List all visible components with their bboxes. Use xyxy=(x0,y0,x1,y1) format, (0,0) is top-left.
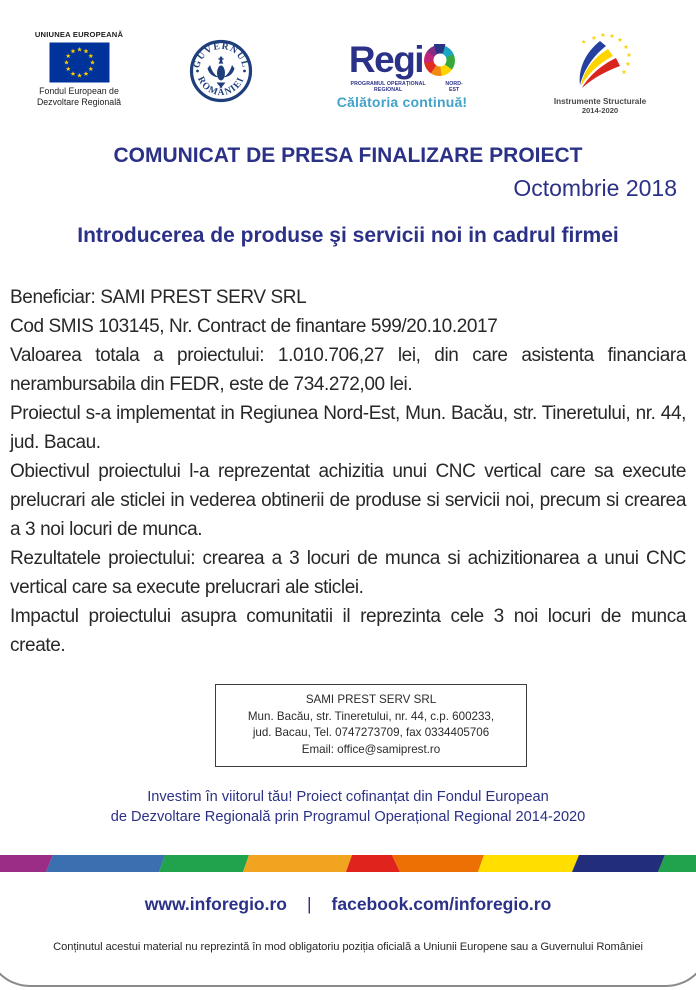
structural-instruments-period: 2014-2020 xyxy=(581,106,619,115)
cofinancing-note-line1: Investim în viitorul tău! Proiect cofinanțat din Fondul European xyxy=(147,789,549,805)
government-seal-text-bottom: ROMÂNIEI xyxy=(195,75,247,99)
structural-instruments-icon xyxy=(554,31,646,91)
cofinancing-note-line2: de Dezvoltare Regională prin Programul Operațional Regional 2014-2020 xyxy=(110,808,586,825)
government-seal-text-top: GUVERNUL xyxy=(192,41,250,70)
paragraph-results: Rezultatele proiectului: crearea a 3 locuri de munca si achizitionarea a unui CNC vertical care sa execute prelucrari ale sticlei. xyxy=(10,548,686,598)
paragraph-location: Proiectul s-a implementat in Regiunea Nord-Est, Mun. Bacău, str. Tineretului, nr. 44, jud. Bacau. xyxy=(10,403,686,453)
inforegio-facebook-link[interactable]: facebook.com/inforegio.ro xyxy=(331,894,552,914)
eu-logo xyxy=(28,30,130,107)
body-text xyxy=(10,283,686,660)
paragraph-objective: Obiectivul proiectului l-a reprezentat achizitia unui CNC vertical care sa execute prelucrari ale sticlei in vederea obtinerii de produse si servicii noi, precum si crearea a 3 noi locuri de munca. xyxy=(10,461,686,540)
date-label: Octombrie 2018 xyxy=(513,175,677,201)
contact-address-line1: Mun. Bacău, str. Tineretului, nr. 44, c.p. 600233, xyxy=(247,709,495,723)
svg-text:GUVERNUL xyxy=(192,42,250,70)
link-separator: | xyxy=(306,894,312,914)
structural-instruments-logo xyxy=(548,31,652,115)
eu-logo-caption-bottom: Fondul European de Dezvoltare Regională xyxy=(36,86,122,107)
rainbow-stripe xyxy=(0,855,696,872)
contact-address-line2: jud. Bacau, Tel. 0747273709, fax 0334405706 xyxy=(252,726,490,739)
footer-links xyxy=(0,894,696,915)
disclaimer-text: Conținutul acestui material nu reprezintă în mod obligatoriu poziția oficială a Uniunii Europene sau a Guvernului României xyxy=(53,941,643,953)
project-title: Introducerea de produse şi servicii noi in cadrul firmei xyxy=(77,224,619,247)
cofinancing-note xyxy=(0,788,696,827)
regio-tagline: Călătoria continuă! xyxy=(336,94,468,110)
government-seal-icon xyxy=(189,39,253,103)
regio-program-label: PROGRAMUL OPERAȚIONAL REGIONAL xyxy=(350,81,426,93)
inforegio-website-link[interactable]: www.inforegio.ro xyxy=(144,894,287,914)
paragraph-impact: Impactul proiectului asupra comunitatii il reprezinta cele 3 noi locuri de munca create. xyxy=(10,606,686,656)
eu-flag-icon xyxy=(49,42,110,83)
paragraph-beneficiary: Beneficiar: SAMI PREST SERV SRL xyxy=(10,287,307,308)
page-title: COMUNICAT DE PRESA FINALIZARE PROIECT xyxy=(113,144,583,167)
eu-logo-caption-top: UNIUNEA EUROPEANĂ xyxy=(34,30,124,39)
structural-instruments-caption: Instrumente Structurale xyxy=(553,97,647,106)
paragraph-contract: Cod SMIS 103145, Nr. Contract de finantare 599/20.10.2017 xyxy=(10,316,498,337)
contact-email: Email: office@samiprest.ro xyxy=(301,742,441,756)
regio-region-label: NORD-EST xyxy=(445,81,463,93)
contact-box xyxy=(215,684,527,767)
regio-wordmark: Regi xyxy=(348,39,424,80)
regio-color-wheel-icon xyxy=(424,45,455,76)
government-seal-logo xyxy=(189,39,253,103)
contact-company: SAMI PREST SERV SRL xyxy=(305,693,437,706)
regio-logo xyxy=(334,40,470,110)
paragraph-value: Valoarea totala a proiectului: 1.010.706,27 lei, din care asistenta financiara nerambursabila din FEDR, este de 734.272,00 lei. xyxy=(10,345,686,395)
